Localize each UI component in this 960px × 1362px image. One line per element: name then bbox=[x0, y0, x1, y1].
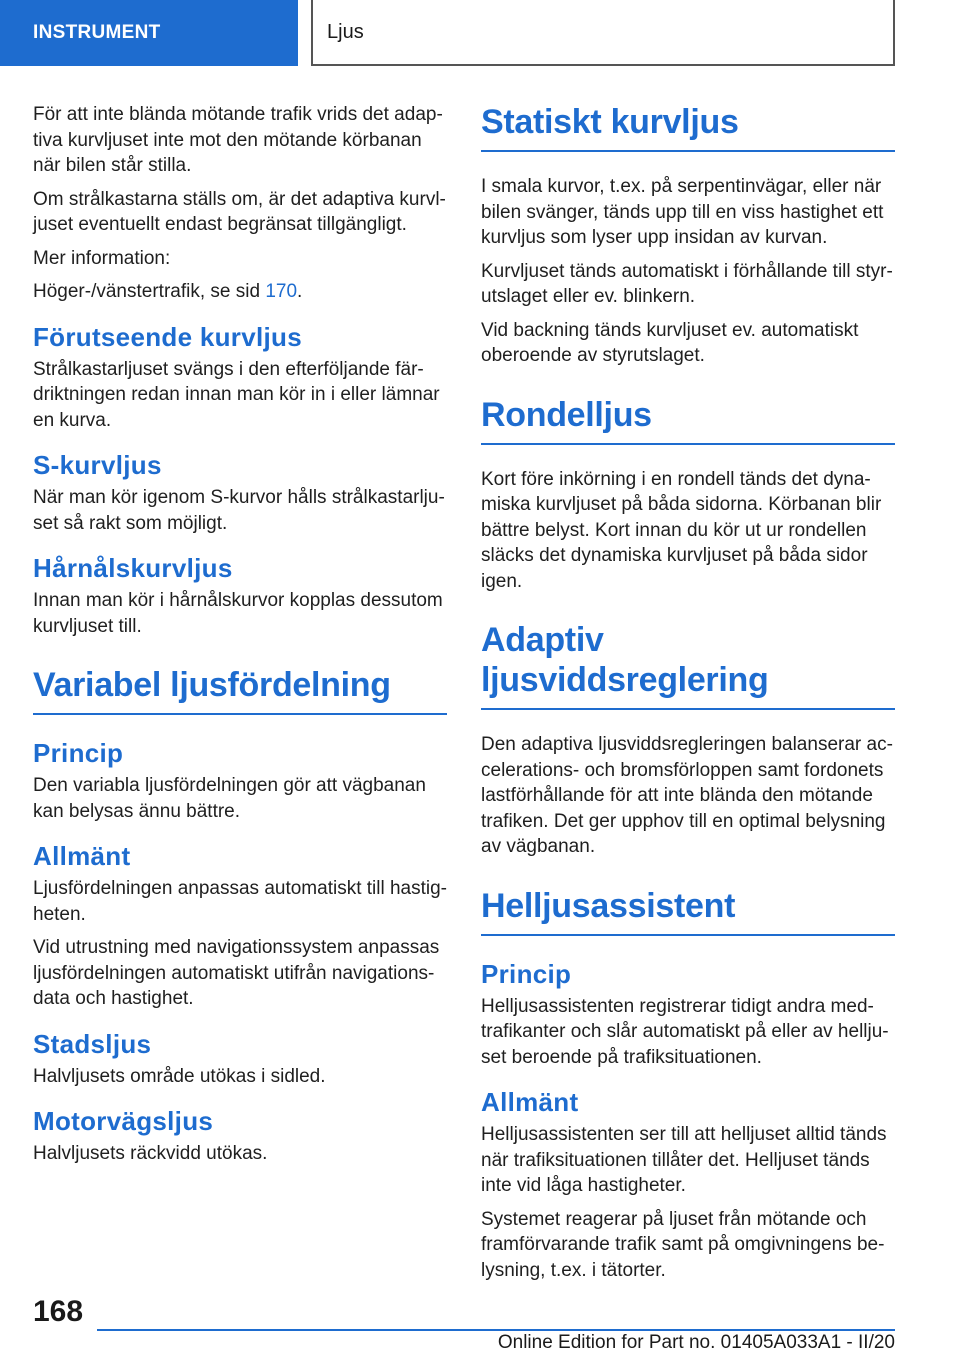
helljus-allmant-paragraph-1: Helljusassistenten ser till att helljuset alltid tänds när trafiksituationen tillåter det. Helljuset tänds inte vid låga hastigheter. bbox=[481, 1124, 887, 1196]
heading-helljusassistent: Helljusassistent bbox=[481, 886, 895, 936]
s-kurvljus-text: När man kör igenom S-kurvor hålls strålkastarlju- set så rakt som möjligt. bbox=[33, 487, 445, 534]
edition-footer: Online Edition for Part no. 01405A033A1 - II/20 bbox=[497, 1332, 895, 1353]
page-number: 168 bbox=[33, 1295, 84, 1328]
statiskt-paragraph-3: Vid backning tänds kurvljuset ev. automatiskt oberoende av styrutslaget. bbox=[481, 319, 859, 366]
intro-paragraph-1: För att inte blända mötande trafik vrids det adap- tiva kurvljuset inte mot den mötande körbanan när bilen står stilla. bbox=[33, 104, 443, 176]
statiskt-paragraph-1: I smala kurvor, t.ex. på serpentinvägar, eller när bilen svänger, tänds upp till en viss hastighet ett kurvljus som lyser upp insidan av kurvan. bbox=[481, 176, 884, 248]
heading-rondelljus: Rondelljus bbox=[481, 395, 895, 445]
motorvagsljus-text: Halvljusets räckvidd utökas. bbox=[33, 1143, 268, 1164]
heading-allmant: Allmänt bbox=[33, 841, 131, 871]
princip-text: Den variabla ljusfördelningen gör att vägbanan kan belysas ännu bättre. bbox=[33, 775, 426, 822]
chapter-label: INSTRUMENT bbox=[33, 22, 161, 43]
heading-forutseende-kurvljus: Förutseende kurvljus bbox=[33, 321, 302, 352]
harnalskurvljus-text: Innan man kör i hårnålskurvor kopplas dessutom kurvljuset till. bbox=[33, 590, 443, 637]
heading-adaptiv-ljusviddsreglering: Adaptiv ljusviddsreglering bbox=[481, 620, 895, 710]
section-header bbox=[311, 0, 895, 66]
heading-princip: Princip bbox=[33, 738, 124, 768]
statiskt-paragraph-2: Kurvljuset tänds automatiskt i förhållande till styr- utslaget eller ev. blinkern. bbox=[481, 260, 893, 307]
helljus-princip-text: Helljusassistenten registrerar tidigt andra med- trafikanter och slår automatiskt på eller av hellju- set beroende på trafiksituationen. bbox=[481, 995, 889, 1068]
stadsljus-text: Halvljusets område utökas i sidled. bbox=[33, 1065, 326, 1087]
left-column bbox=[33, 102, 447, 1175]
helljus-allmant-paragraph-2: Systemet reagerar på ljuset från mötande och framförvarande trafik samt på omgivningens be- lysning, t.ex. i tätorter. bbox=[481, 1208, 885, 1281]
page-reference-link[interactable]: 170 bbox=[265, 281, 298, 302]
heading-stadsljus: Stadsljus bbox=[33, 1028, 152, 1059]
right-column bbox=[481, 102, 895, 1291]
heading-helljus-allmant: Allmänt bbox=[481, 1087, 579, 1117]
heading-helljus-princip: Princip bbox=[481, 958, 572, 989]
allmant-paragraph-2: Vid utrustning med navigationssystem anpassas ljusfördelningen automatiskt utifrån navigations- data och hastighet. bbox=[33, 937, 440, 1009]
heading-statiskt-kurvljus: Statiskt kurvljus bbox=[481, 102, 895, 152]
footer-divider bbox=[97, 1329, 895, 1331]
heading-s-kurvljus: S-kurvljus bbox=[33, 450, 162, 480]
adaptiv-text: Den adaptiva ljusviddsregleringen balanserar ac- celerations- och bromsförloppen samt fordonets lastförhållande för att inte blända den mötande trafiken. Det ger upphov till en optimal belysning av vägbanan. bbox=[481, 734, 893, 857]
forutseende-text: Strålkastarljuset svängs i den efterföljande fär- driktningen redan innan man kör in i eller lämnar en kurva. bbox=[33, 358, 440, 431]
reference-period: . bbox=[297, 281, 303, 302]
section-label: Ljus bbox=[327, 20, 364, 43]
allmant-paragraph-1: Ljusfördelningen anpassas automatiskt till hastig- heten. bbox=[33, 878, 448, 925]
heading-harnalskurvljus: Hårnålskurvljus bbox=[33, 553, 233, 583]
intro-paragraph-2: Om strålkastarna ställs om, är det adaptiva kurvl- juset eventuellt endast begränsat tillgängligt. bbox=[33, 188, 446, 235]
intro-paragraph-3: Mer information: bbox=[33, 247, 171, 269]
chapter-tab bbox=[0, 0, 298, 66]
cross-reference-text: Höger-/vänstertrafik, se sid bbox=[33, 281, 266, 302]
intro-paragraph-4 bbox=[33, 279, 447, 305]
heading-motorvagsljus: Motorvägsljus bbox=[33, 1106, 214, 1136]
rondelljus-text: Kort före inkörning i en rondell tänds det dyna- miska kurvljuset på båda sidorna. Körbanan blir bättre belyst. Kort innan du kör ut ur rondellen släcks det dynamiska kurvljuset på båda sidor igen. bbox=[481, 468, 882, 592]
heading-variabel-ljusfordelning: Variabel ljusfördelning bbox=[33, 665, 447, 715]
